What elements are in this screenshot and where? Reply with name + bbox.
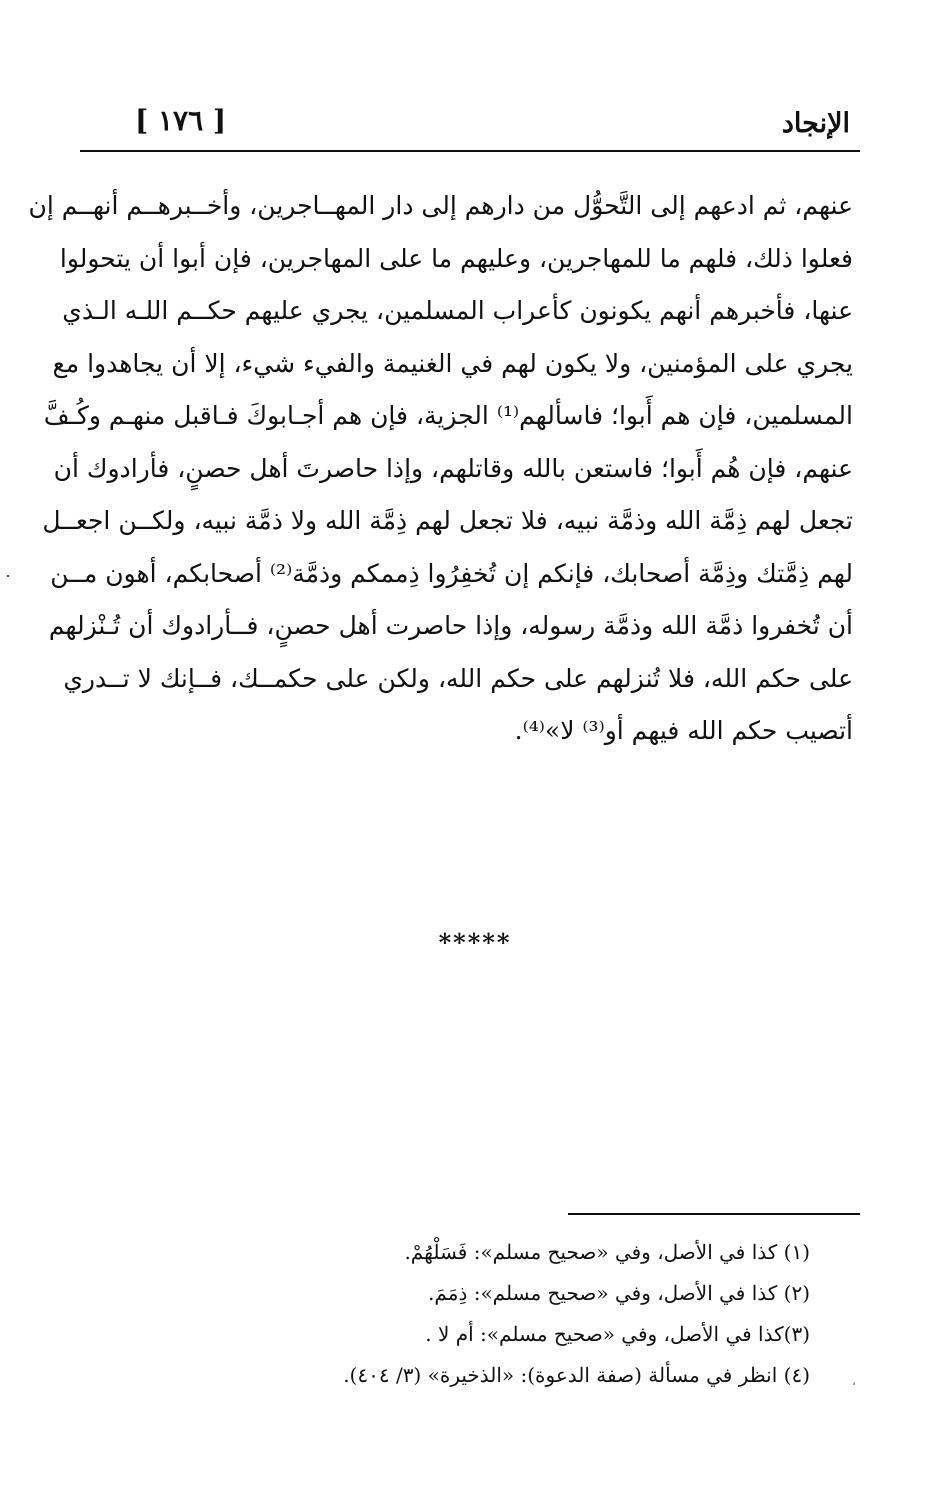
- text-line: عنهم، فإن هُم أَبوا؛ فاستعن بالله وقاتلهم، وإذا حاصرتَ أهل حصنٍ، فأرادوك أن: [53, 453, 853, 483]
- text-line: يجري على المؤمنين، ولا يكون لهم في الغنيمة والفيء شيء، إلا أن يجاهدوا مع: [52, 348, 853, 378]
- footnote-4: (٤) انظر في مسألة (صفة الدعوة): «الذخيرة» (٣/ ٤٠٤).: [343, 1363, 810, 1387]
- footnotes: [250, 1232, 810, 1396]
- header-rule: [80, 150, 860, 152]
- footnote-1: (١) كذا في الأصل، وفي «صحيح مسلم»: فَسَلْهُمْ.: [404, 1240, 810, 1264]
- text-line: عنها، فأخبرهم أنهم يكونون كأعراب المسلمين، يجري عليهم حكــم اللـه الـذي: [62, 296, 853, 325]
- running-title: الإنجاد: [781, 108, 850, 139]
- footnote-rule: [568, 1213, 860, 1215]
- text-line: تجعل لهم ذِمَّة الله وذمَّة نبيه، فلا تجعل لهم ذِمَّة الله ولا ذمَّة نبيه، ولكــن اجعــل: [42, 506, 853, 535]
- main-text: [28, 180, 853, 758]
- footnote-3: (٣)كذا في الأصل، وفي «صحيح مسلم»: أم لا .: [425, 1322, 810, 1346]
- margin-mark: ،: [852, 1374, 856, 1388]
- scan-speck: [7, 575, 9, 577]
- page-header: [80, 100, 860, 150]
- footnote-2: (٢) كذا في الأصل، وفي «صحيح مسلم»: ذِمَمَ.: [428, 1281, 810, 1305]
- page-number: [ ١٧٦ ]: [135, 104, 227, 137]
- text-line: أتصيب حكم الله فيهم أو⁽³⁾ لا»⁽⁴⁾.: [514, 716, 853, 745]
- text-line: فعلوا ذلك، فلهم ما للمهاجرين، وعليهم ما على المهاجرين، فإن أبوا أن يتحولوا: [59, 243, 853, 273]
- section-separator: *****: [438, 928, 512, 957]
- text-line: أن تُخفروا ذمَّة الله وذمَّة رسوله، وإذا حاصرت أهل حصنٍ، فــأرادوك أن تُـنْزلهم: [48, 611, 853, 640]
- text-line: عنهم، ثم ادعهم إلى التَّحوُّل من دارهم إلى دار المهــاجرين، وأخــبرهــم أنهــم إن: [28, 191, 853, 220]
- text-line: على حكم الله، فلا تُنزلهم على حكم الله، ولكن على حكمــك، فــإنك لا تــدري: [63, 663, 853, 693]
- text-line: المسلمين، فإن هم أَبوا؛ فاسألهم⁽¹⁾ الجزية، فإن هم أجـابوكَ فـاقبل منهـم وكُـفَّ: [43, 401, 853, 430]
- text-line: لهم ذِمَّتك وذِمَّة أصحابك، فإنكم إن تُخفِرُوا ذِممكم وذمَّة⁽²⁾ أصحابكم، أهون مــن: [50, 558, 853, 588]
